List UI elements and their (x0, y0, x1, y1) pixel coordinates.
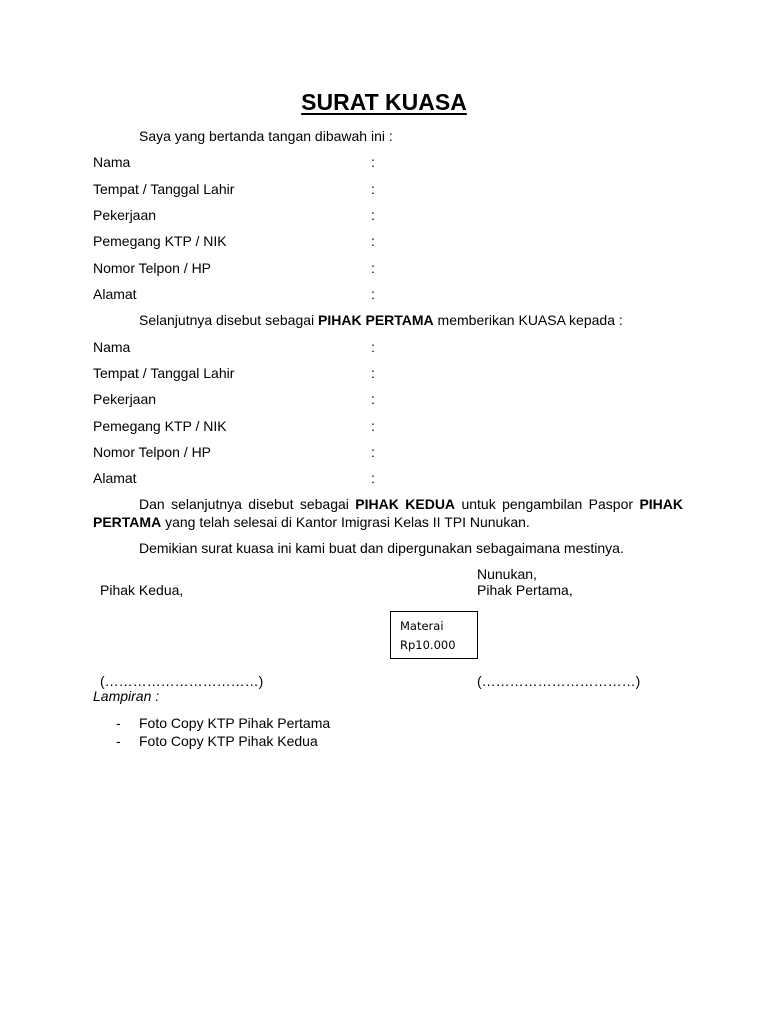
field-colon: : (371, 391, 375, 407)
second-party-signature-label: Pihak Kedua, (100, 582, 184, 598)
field-colon: : (371, 181, 375, 197)
field-colon: : (371, 470, 375, 486)
stamp-label: Materai (400, 619, 444, 633)
field-label: Nama (93, 339, 131, 355)
attachments-heading: Lampiran : (93, 688, 160, 704)
field-label: Nomor Telpon / HP (93, 444, 212, 460)
place-text: Nunukan, (477, 566, 537, 582)
bullet: - (116, 733, 121, 749)
field-label: Pemegang KTP / NIK (93, 233, 227, 249)
field-label: Alamat (93, 286, 137, 302)
field-label: Tempat / Tanggal Lahir (93, 365, 235, 381)
field-colon: : (371, 154, 375, 170)
intro-text: Saya yang bertanda tangan dibawah ini : (139, 128, 393, 144)
field-colon: : (371, 444, 375, 460)
attachment-text: Foto Copy KTP Pihak Kedua (139, 733, 318, 749)
closing-text: Demikian surat kuasa ini kami buat dan dipergunakan sebagaimana mestinya. (139, 540, 624, 556)
field-colon: : (371, 286, 375, 302)
field-colon: : (371, 365, 375, 381)
field-colon: : (371, 418, 375, 434)
field-label: Pemegang KTP / NIK (93, 418, 227, 434)
bullet: - (116, 715, 121, 731)
field-colon: : (371, 233, 375, 249)
attachment-text: Foto Copy KTP Pihak Pertama (139, 715, 331, 731)
first-party-signature-line: (……………………………) (477, 673, 641, 689)
field-label: Pekerjaan (93, 207, 157, 223)
field-label: Tempat / Tanggal Lahir (93, 181, 235, 197)
field-colon: : (371, 207, 375, 223)
second-party-signature-line: (……………………………) (100, 673, 264, 689)
purpose-paragraph: Dan selanjutnya disebut sebagai PIHAK KEDUA untuk pengambilan Paspor PIHAK PERTAMA yang telah selesai di Kantor Imigrasi Kelas II TPI Nunukan. (93, 496, 683, 530)
field-colon: : (371, 339, 375, 355)
field-label: Nama (93, 154, 131, 170)
field-colon: : (371, 260, 375, 276)
stamp-value: Rp10.000 (400, 638, 456, 652)
field-label: Pekerjaan (93, 391, 157, 407)
transfer-text: Selanjutnya disebut sebagai PIHAK PERTAMA memberikan KUASA kepada : (139, 312, 623, 328)
field-label: Nomor Telpon / HP (93, 260, 212, 276)
first-party-signature-label: Pihak Pertama, (477, 582, 573, 598)
field-label: Alamat (93, 470, 137, 486)
document-title: SURAT KUASA (301, 89, 467, 115)
stamp-box (390, 611, 478, 659)
